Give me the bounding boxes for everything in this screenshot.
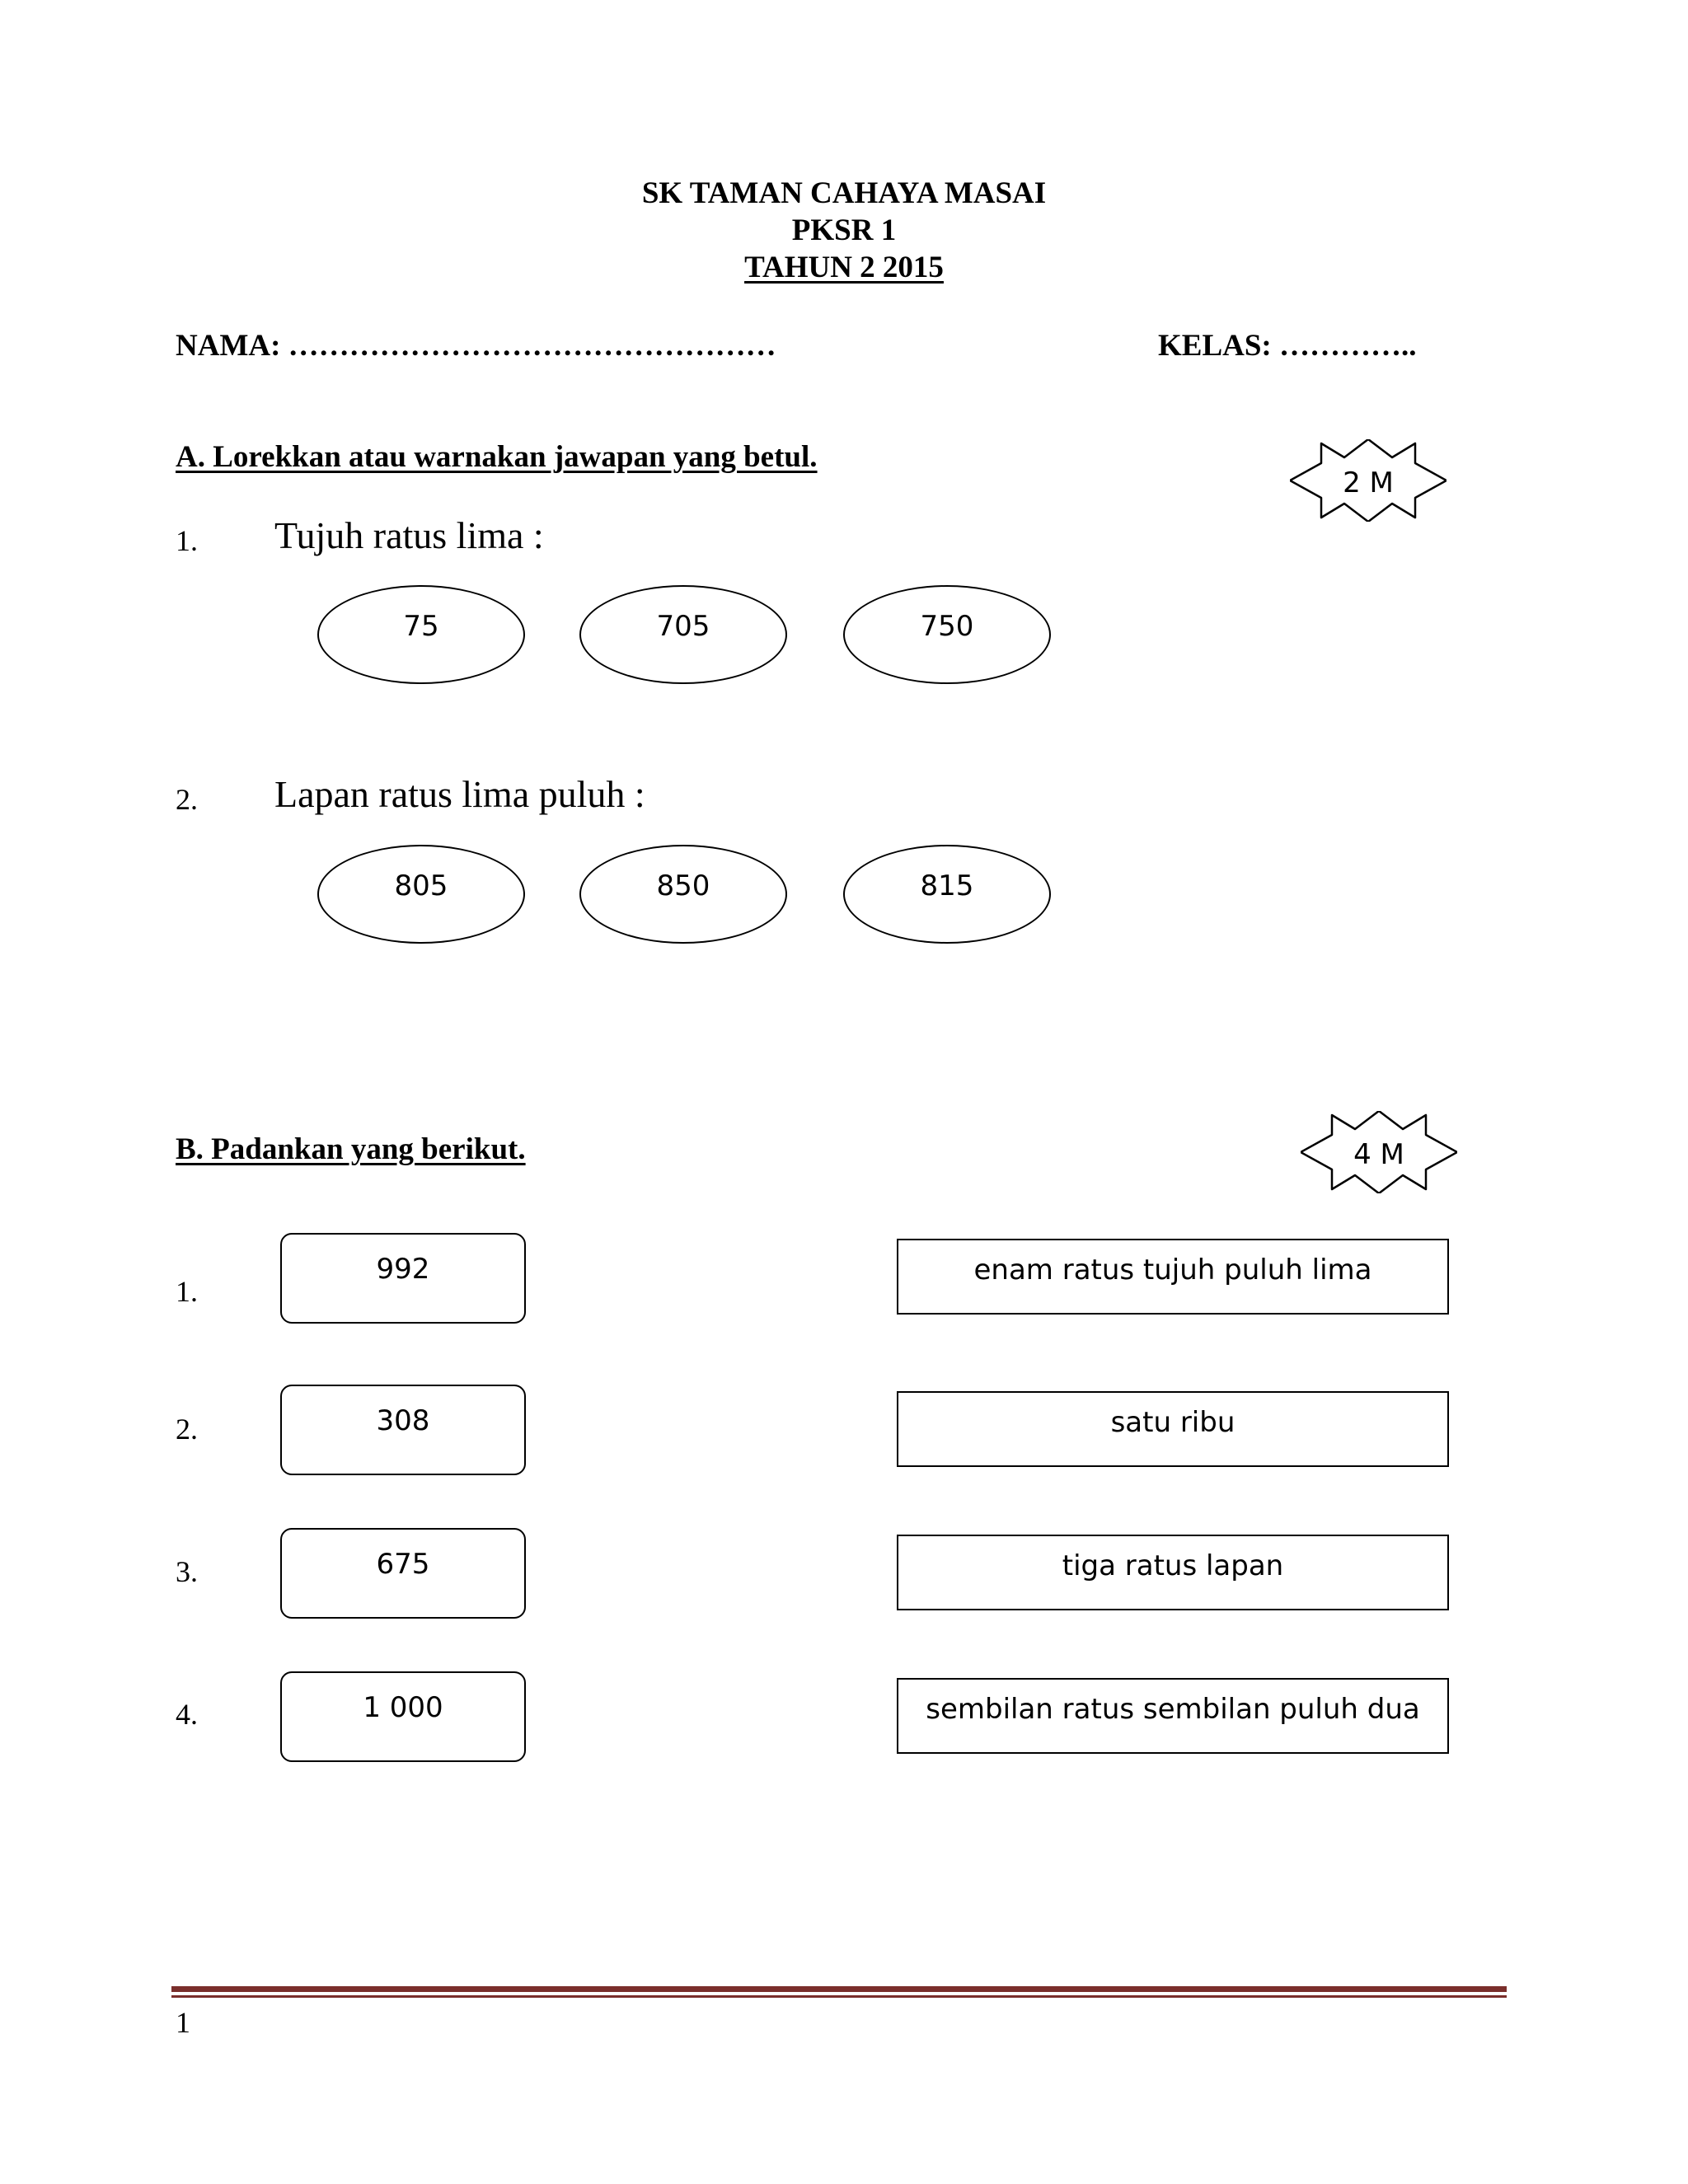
year-title: TAHUN 2 2015 — [744, 251, 944, 284]
number-box[interactable]: 992 — [280, 1233, 526, 1324]
marks-badge-a — [1290, 439, 1447, 522]
answer-option-oval[interactable]: 815 — [843, 845, 1051, 944]
number-box[interactable]: 1 000 — [280, 1671, 526, 1762]
section-a-title-wrap — [176, 439, 818, 476]
section-a-title: A. Lorekkan atau warnakan jawapan yang betul. — [176, 440, 818, 474]
school-name: SK TAMAN CAHAYA MASAI — [641, 176, 1047, 210]
question-text: Tujuh ratus lima : — [274, 514, 544, 556]
pair-number: 3. — [176, 1555, 198, 1588]
name-field[interactable]: NAMA: ………………………………………… — [176, 329, 776, 363]
marks-badge-b — [1301, 1111, 1457, 1193]
section-b-title-wrap — [176, 1132, 526, 1168]
answer-option-oval[interactable]: 75 — [317, 585, 525, 684]
words-box[interactable]: sembilan ratus sembilan puluh dua — [897, 1678, 1449, 1754]
answer-option-oval[interactable]: 805 — [317, 845, 525, 944]
words-box[interactable]: enam ratus tujuh puluh lima — [897, 1239, 1449, 1315]
footer-rule-thin — [171, 1995, 1507, 1998]
answer-option-oval[interactable]: 705 — [579, 585, 787, 684]
question-text: Lapan ratus lima puluh : — [274, 773, 645, 815]
marks-badge-a-label: 2 M — [1343, 466, 1394, 499]
marks-badge-b-label: 4 M — [1353, 1138, 1404, 1171]
page-number: 1 — [176, 2006, 190, 2039]
answer-option-oval[interactable]: 750 — [843, 585, 1051, 684]
question-number: 1. — [176, 524, 198, 557]
number-box[interactable]: 675 — [280, 1528, 526, 1619]
exam-title: PKSR 1 — [791, 213, 897, 247]
words-box[interactable]: tiga ratus lapan — [897, 1535, 1449, 1610]
pair-number: 4. — [176, 1698, 198, 1731]
class-field[interactable]: KELAS: ………….. — [1158, 329, 1417, 363]
words-box[interactable]: satu ribu — [897, 1391, 1449, 1467]
number-box[interactable]: 308 — [280, 1385, 526, 1475]
footer-rule — [171, 1986, 1507, 1992]
answer-option-oval[interactable]: 850 — [579, 845, 787, 944]
question-number: 2. — [176, 783, 198, 816]
year-title-wrap — [0, 250, 1688, 286]
pair-number: 2. — [176, 1413, 198, 1446]
section-b-title: B. Padankan yang berikut. — [176, 1132, 526, 1166]
pair-number: 1. — [176, 1275, 198, 1308]
